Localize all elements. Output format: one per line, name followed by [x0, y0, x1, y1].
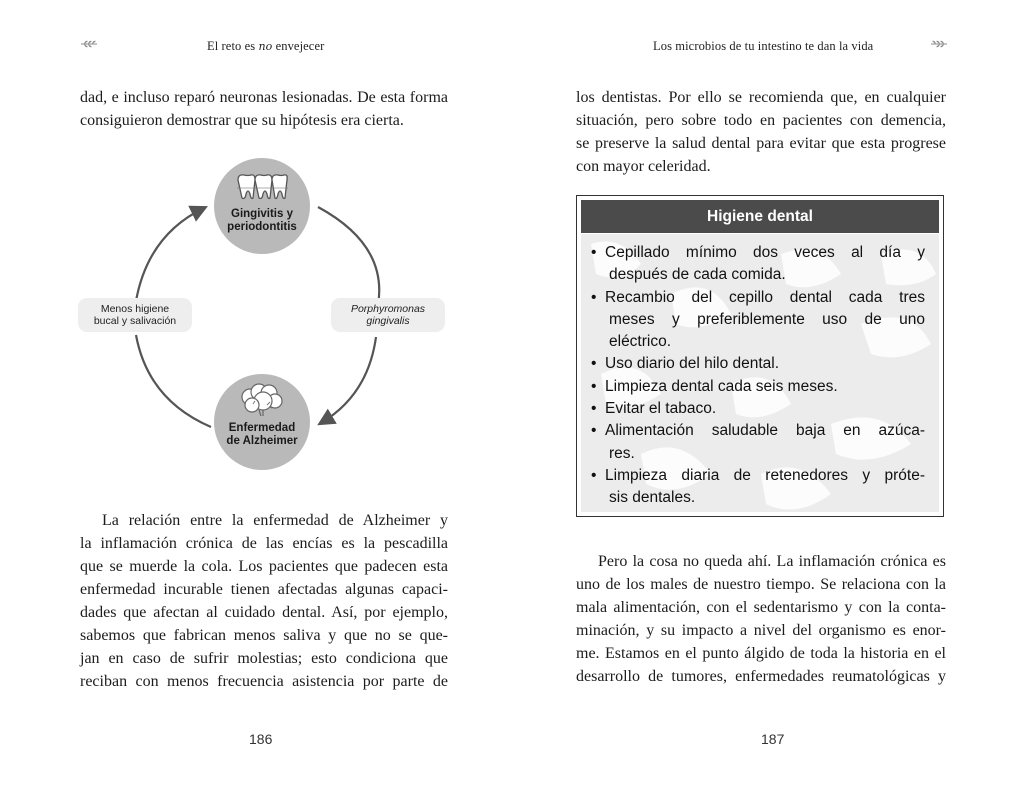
- list-item: [591, 376, 925, 398]
- bullet: •: [591, 422, 597, 440]
- text-line: se preserve la salud dental para evitar que esta progrese: [576, 135, 946, 152]
- text-line: sabemos que fabrican menos saliva y que no se que-: [80, 627, 448, 644]
- bullet: •: [591, 244, 597, 261]
- text-line: dades que afectan al cuidado dental. Así, por ejemplo,: [80, 604, 448, 621]
- text-line: La relación entre la enfermedad de Alzheimer y: [102, 512, 448, 529]
- text-line: me. Estamos en el punto álgido de toda la historia en el: [576, 645, 946, 662]
- body-paragraph: [576, 550, 946, 688]
- bullet: •: [591, 288, 597, 306]
- list-item-line: sis dentales.: [609, 489, 696, 507]
- text-line: situación, pero sobre todo en pacientes con demencia,: [576, 112, 946, 129]
- leaf-ornament-icon: [80, 39, 98, 49]
- label-line: gingivalis: [366, 315, 410, 327]
- running-head-after: envejecer: [272, 39, 325, 53]
- opening-paragraph: [576, 86, 946, 178]
- text-line: minación, y su impacto a nivel del organismo es enor-: [576, 622, 946, 639]
- text-line: uno de los males de nuestro tiempo. Se relaciona con la: [576, 576, 946, 593]
- arrow-top-right: [318, 207, 379, 305]
- list-item: [591, 398, 925, 420]
- text-line: enfermedad incurable tienen afectadas algunas capaci-: [80, 581, 448, 598]
- dental-hygiene-box: [576, 195, 944, 517]
- cycle-diagram: [78, 155, 450, 475]
- right-page: [512, 0, 1024, 785]
- teeth-icon: [235, 172, 289, 202]
- text-line: mala alimentación, con el sedentarismo y con la conta-: [576, 599, 946, 616]
- label-menos-higiene: [78, 298, 192, 332]
- text-line: Pero la cosa no queda ahí. La inflamación crónica es: [598, 553, 946, 570]
- text-line: desarrollo de tumores, enfermedades reumatológicas y: [576, 668, 946, 685]
- text-line: con mayor celeridad.: [576, 158, 711, 175]
- list-item-line: Alimentación saludable baja en azúca-: [605, 422, 925, 440]
- hygiene-list: [591, 242, 925, 510]
- list-item: [591, 287, 925, 354]
- list-item-line: Recambio del cepillo dental cada tres: [605, 288, 925, 306]
- node-gingivitis: [214, 158, 310, 254]
- running-head-emphasis: no: [258, 40, 273, 53]
- bullet: •: [591, 377, 597, 395]
- text-line: jan en caso de sufrir molestias; esto condiciona que: [80, 650, 448, 667]
- text-line: consiguieron demostrar que su hipótesis era cierta.: [80, 112, 404, 129]
- bullet: •: [591, 400, 597, 418]
- label-porphyromonas: [331, 298, 445, 332]
- text-line: la inflamación crónica de las encías es la pescadilla: [80, 535, 448, 552]
- list-item-line: Limpieza dental cada seis meses.: [605, 377, 838, 395]
- node-label-line: Enfermedad: [228, 422, 296, 434]
- list-item: [591, 242, 925, 287]
- opening-paragraph: [80, 86, 448, 132]
- arrow-right-bottom: [321, 337, 376, 423]
- label-line: bucal y salivación: [93, 315, 177, 327]
- text-line: reciban con menos frecuencia asistencia por parte de: [80, 673, 448, 690]
- list-item-line: Uso diario del hilo dental.: [605, 355, 780, 373]
- node-label-line: de Alzheimer: [226, 435, 298, 447]
- box-title: Higiene dental: [581, 200, 939, 233]
- label-line: Menos higiene: [100, 302, 170, 315]
- body-paragraph: [80, 509, 448, 693]
- list-item-line: res.: [609, 444, 635, 462]
- text-line: los dentistas. Por ello se recomienda que, en cualquier: [576, 89, 946, 106]
- list-item: [591, 465, 925, 510]
- arrow-bottom-left: [136, 335, 211, 427]
- leaf-ornament-icon: [930, 39, 948, 49]
- text-line: que se muerde la cola. Los pacientes que padecen esta: [80, 558, 448, 575]
- page-number-right: 187: [761, 731, 785, 747]
- list-item: [591, 420, 925, 465]
- text-line: dad, e incluso reparó neuronas lesionadas. De esta forma: [80, 89, 448, 106]
- running-head-right: Los microbios de tu intestino te dan la vida: [653, 39, 874, 53]
- list-item-line: Cepillado mínimo dos veces al día y: [605, 244, 925, 261]
- list-item-line: después de cada comida.: [609, 266, 786, 284]
- page-number-left: 186: [249, 731, 273, 747]
- label-line: Porphyromonas: [350, 302, 426, 315]
- bullet: •: [591, 355, 597, 373]
- list-item-line: Evitar el tabaco.: [605, 400, 717, 418]
- arrow-left-top: [136, 208, 204, 301]
- list-item-line: Limpieza diaria de retenedores y próte-: [605, 466, 925, 484]
- list-item-line: eléctrico.: [609, 333, 672, 351]
- node-label-line: periodontitis: [227, 221, 297, 233]
- running-head-left: [207, 39, 324, 54]
- brain-icon: [239, 383, 285, 417]
- list-item-line: meses y preferiblemente uso de uno: [609, 310, 925, 328]
- list-item: [591, 353, 925, 375]
- node-label-line: Gingivitis y: [231, 208, 293, 220]
- node-alzheimer: [214, 374, 310, 470]
- running-head-before: El reto es: [207, 39, 259, 53]
- bullet: •: [591, 466, 597, 484]
